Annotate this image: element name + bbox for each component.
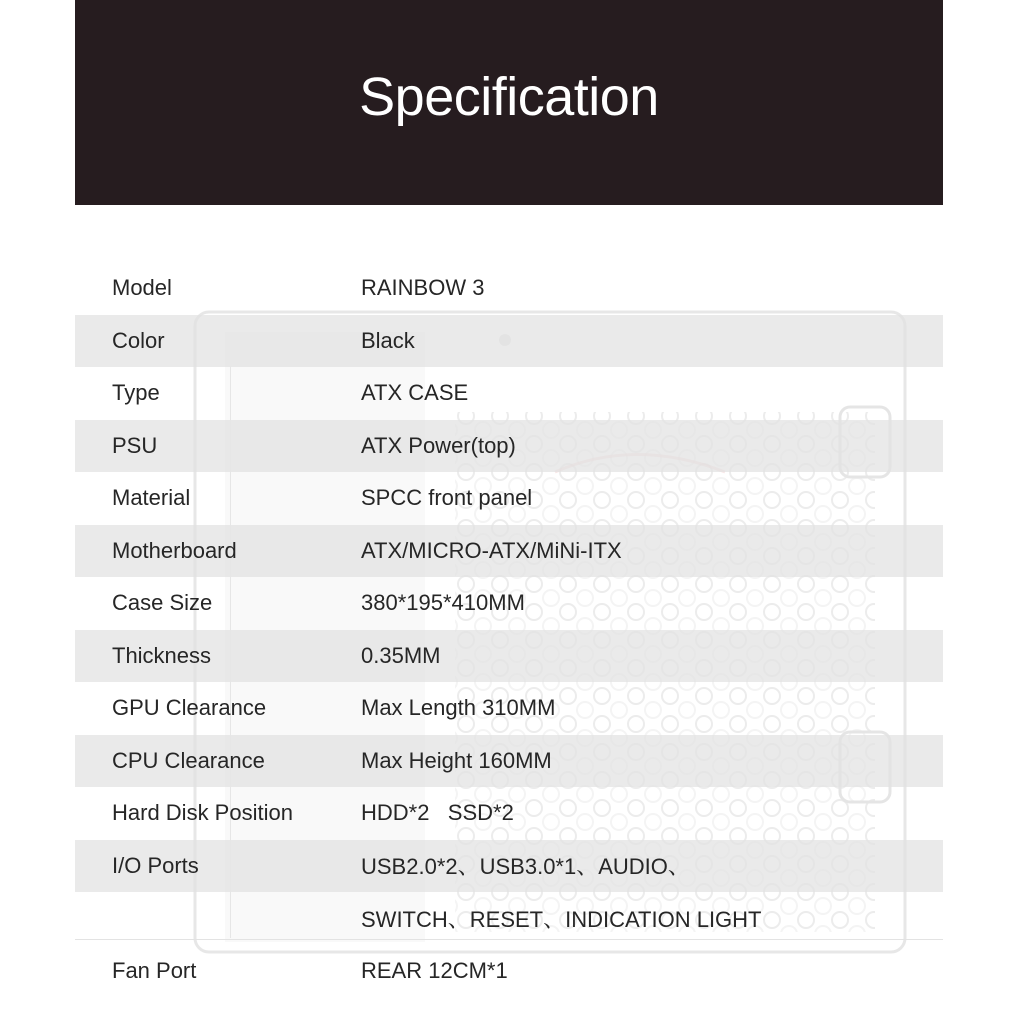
spec-value: Max Height 160MM bbox=[361, 747, 552, 773]
spec-row-material bbox=[75, 472, 943, 525]
spec-rows bbox=[75, 262, 943, 997]
spec-row-fan-port bbox=[75, 945, 943, 998]
spec-value: ATX CASE bbox=[361, 380, 469, 406]
spec-row-type bbox=[75, 367, 943, 420]
spec-label: Type bbox=[112, 380, 160, 406]
spec-label: Hard Disk Position bbox=[112, 800, 293, 826]
spec-label: Color bbox=[112, 327, 165, 353]
spec-value: 380*195*410MM bbox=[361, 590, 525, 616]
page-title: Specification bbox=[359, 67, 659, 127]
spec-row-case-size bbox=[75, 577, 943, 630]
spec-value: SWITCH、RESET、INDICATION LIGHT bbox=[361, 906, 762, 932]
spec-value: 0.35MM bbox=[361, 642, 441, 668]
spec-row-io-ports bbox=[75, 840, 943, 893]
spec-label: I/O Ports bbox=[112, 852, 199, 878]
spec-row-motherboard bbox=[75, 525, 943, 578]
spec-row-gpu-clearance bbox=[75, 682, 943, 735]
spec-row-cpu-clearance bbox=[75, 735, 943, 788]
spec-row-model bbox=[75, 262, 943, 315]
spec-label: Thickness bbox=[112, 642, 212, 668]
spec-label: CPU Clearance bbox=[112, 747, 265, 773]
spec-value: ATX Power(top) bbox=[361, 432, 516, 458]
table-rule bbox=[75, 939, 943, 940]
spec-row-color bbox=[75, 315, 943, 368]
spec-value: SPCC front panel bbox=[361, 485, 533, 511]
spec-row-hard-disk-position bbox=[75, 787, 943, 840]
spec-value: ATX/MICRO-ATX/MiNi-ITX bbox=[361, 537, 622, 563]
spec-label: Fan Port bbox=[112, 957, 197, 983]
spec-value: RAINBOW 3 bbox=[361, 275, 485, 301]
spec-value: Black bbox=[361, 327, 415, 353]
spec-label: Case Size bbox=[112, 590, 213, 616]
spec-row-io-ports-continued bbox=[75, 892, 943, 945]
spec-label: Motherboard bbox=[112, 537, 237, 563]
spec-label: GPU Clearance bbox=[112, 695, 267, 721]
spec-label: PSU bbox=[112, 432, 158, 458]
spec-row-thickness bbox=[75, 630, 943, 683]
spec-value: USB2.0*2、USB3.0*1、AUDIO、 bbox=[361, 854, 690, 880]
spec-table bbox=[75, 262, 943, 998]
spec-value: Max Length 310MM bbox=[361, 695, 556, 721]
spec-row-psu bbox=[75, 420, 943, 473]
spec-label: Material bbox=[112, 485, 191, 511]
header-banner bbox=[75, 0, 943, 205]
column-divider bbox=[230, 366, 231, 938]
spec-label: Model bbox=[112, 275, 172, 301]
spec-value: REAR 12CM*1 bbox=[361, 957, 508, 983]
spec-value: HDD*2 SSD*2 bbox=[361, 800, 514, 826]
